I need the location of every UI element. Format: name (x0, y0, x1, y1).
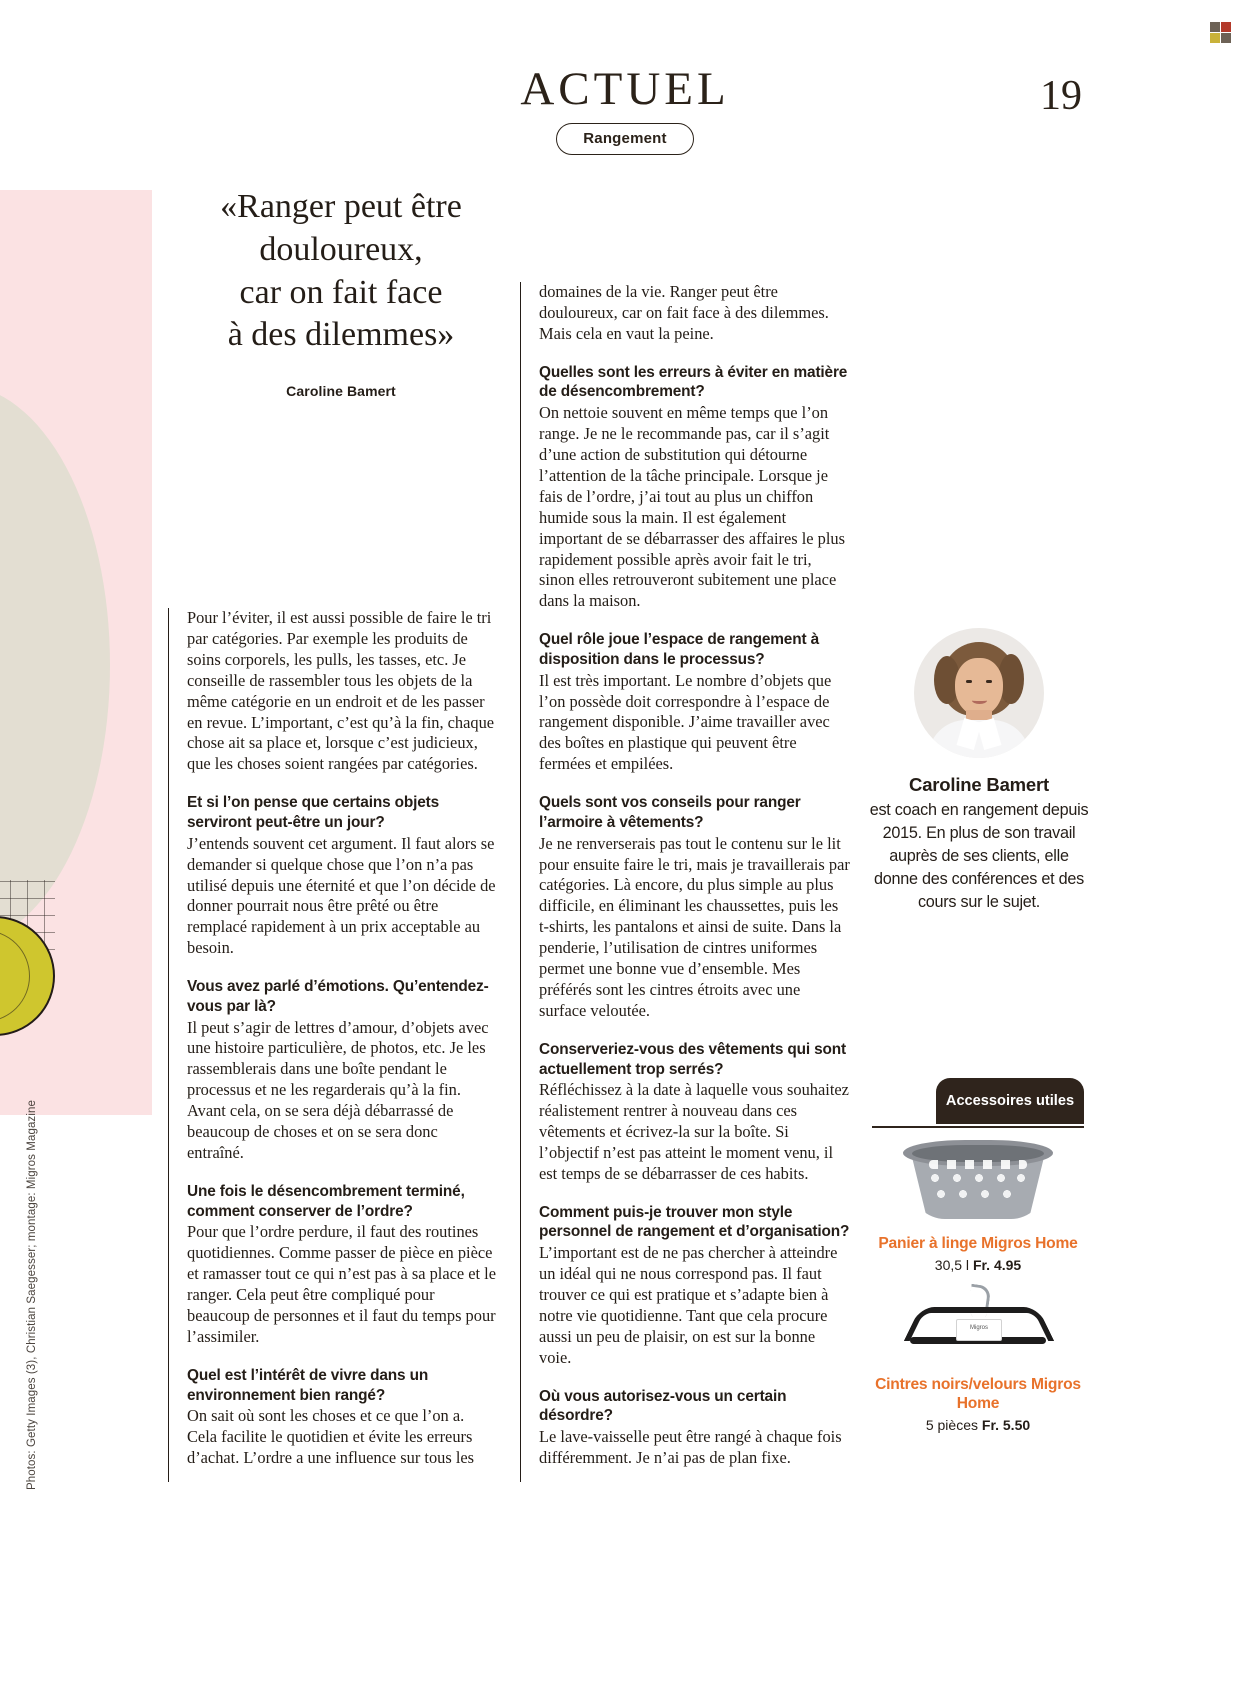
product-price: Fr. 4.95 (972, 1257, 1022, 1274)
accessories-divider (872, 1126, 1084, 1128)
accessories-tab-label: Accessoires utiles (936, 1078, 1084, 1124)
question-heading: Vous avez parlé d’émotions. Qu’entendez-vous par là? (187, 978, 489, 1015)
question-heading: Quelles sont les erreurs à éviter en matière de désencombrement? (539, 363, 848, 401)
body-paragraph: Pour que l’ordre perdure, il faut des routines quotidiennes. Comme passer de pièce en pièce et ramasser tout ce qui n’est pas à sa place et le ranger. Cela peut être compliqué pour beaucoup de personnes et il faut du temps pour l’assimiler. (187, 1222, 497, 1346)
headline-line-3: car on fait face (239, 273, 443, 311)
headline-text (168, 186, 514, 357)
author-avatar (914, 628, 1044, 758)
article-column-right (520, 282, 850, 1482)
body-paragraph: Il peut s’agir de lettres d’amour, d’objets avec une histoire particulière, de photos, etc. Je les rassemblerais dans une boîte pendant le processus et ne les regarderais qu’à la fin. Avant cela, on se sera déjà débarrassé de beaucoup de choses et on se sera donc entraîné. (187, 1017, 489, 1162)
page-title: ACTUEL (520, 63, 730, 115)
product-meta (872, 1257, 1084, 1273)
headline-line-4: à des dilemmes» (227, 316, 455, 354)
question-heading: Et si l’on pense que certains objets serviront peut-être un jour? (187, 794, 440, 831)
page-number: 19 (1040, 73, 1082, 119)
author-bio: est coach en rangement depuis 2015. En plus de son travail auprès de ses clients, elle donne des conférences et des cours sur le sujet. (869, 801, 1089, 911)
product-item-hangers[interactable] (872, 1285, 1084, 1433)
product-size: 30,5 l (934, 1257, 970, 1274)
body-paragraph: domaines de la vie. Ranger peut être douloureux, car on fait face à des dilemmes. Mais cela en vaut la peine. (539, 282, 829, 343)
body-paragraph: J’entends souvent cet argument. Il faut alors se demander si quelque chose que l’on n’a pas utilisé depuis une éternité et que l’on décide de donner pourrait nous être prêté ou être remplacé rapidement à un prix acceptable au besoin. (187, 833, 496, 958)
body-paragraph: Le lave-vaisselle peut être rangé à chaque fois différemment. Je n’ai pas de plan fixe. (539, 1427, 842, 1467)
question-heading: Quels sont vos conseils pour ranger l’armoire à vêtements? (539, 794, 801, 831)
body-paragraph: Il est très important. Le nombre d’objets que l’on possède doit correspondre à l’espace de rangement disponible. J’aime travailler avec des boîtes en plastique qui peuvent être fermées et empilées. (539, 670, 832, 774)
question-heading: Conserveriez-vous des vêtements qui sont actuellement trop serrés? (539, 1040, 847, 1078)
laundry-basket-icon (903, 1140, 1053, 1226)
body-paragraph: Réfléchissez à la date à laquelle vous souhaitez réalistement rentrer à nouveau dans ces vêtements et écrivez-la sur la boîte. Si l’objectif n’est pas atteint le moment venu, il est temps de se débarrasser de ces habits. (539, 1080, 849, 1183)
body-paragraph: Pour l’éviter, il est aussi possible de faire le tri par catégories. Par exemple les produits de soins corporels, les pulls, les tasses, etc. Je conseille de rassembler tous les objets de la même catégorie en un endroit et de les passer en revue. L’important, c’est qu’à la fin, chaque chose ait sa place et, lorsque c’est judicieux, que les choses soient rangées par catégories. (187, 608, 495, 774)
headline-line-2: douloureux, (259, 230, 423, 268)
body-paragraph: Je ne renverserais pas tout le contenu sur le lit pour ensuite faire le tri, mais je travaillerais par catégories. Là encore, du plus simple au plus difficile, en éliminant les chaussettes, puis les t-shirts, les pantalons et ainsi de suite. Dans la penderie, l’utilisation de cintres uniformes permet une bonne vue d’ensemble. Mes préférés sont les cintres étroits avec une surface veloutée. (539, 833, 850, 1020)
question-heading: Comment puis-je trouver mon style personnel de rangement et d’organisation? (539, 1203, 850, 1241)
author-card (866, 628, 1092, 914)
headline-block (168, 186, 514, 399)
headline-line-1: «Ranger peut être (220, 188, 462, 225)
product-title: Panier à linge Migros Home (878, 1235, 1078, 1252)
question-heading: Quel rôle joue l’espace de rangement à disposition dans le processus? (539, 631, 819, 668)
body-paragraph: On sait où sont les choses et ce que l’on a. Cela facilite le quotidien et évite les erreurs d’achat. L’ordre a une influence sur tous les (187, 1406, 475, 1468)
corner-color-mark-icon (1210, 22, 1232, 44)
product-item-basket[interactable] (872, 1140, 1084, 1273)
accessories-sidebar (872, 1078, 1084, 1433)
question-heading: Quel est l’intérêt de vivre dans un environnement bien rangé? (187, 1366, 429, 1404)
product-price: Fr. 5.50 (981, 1417, 1031, 1434)
product-title: Cintres noirs/velours Migros Home (875, 1376, 1081, 1413)
body-paragraph: On nettoie souvent en même temps que l’on range. Je ne le recommande pas, car il s’agit d’une action de substitution qui détourne l’attention de la tâche principale. Lorsque je fais de l’ordre, j’ai tout au plus un chiffon humide sous la main. Il est également important de se débarrasser des affaires le plus rapidement possible après avoir fait le tri, sinon elles retrouveront subitement une place dans la maison. (539, 403, 845, 611)
headline-byline: Caroline Bamert (286, 383, 396, 400)
question-heading: Une fois le désencombrement terminé, comment conserver de l’ordre? (187, 1182, 465, 1220)
product-meta (872, 1417, 1084, 1433)
product-size: 5 pièces (925, 1417, 978, 1434)
author-name: Caroline Bamert (909, 774, 1049, 795)
section-badge: Rangement (556, 123, 693, 155)
question-heading: Où vous autorisez-vous un certain désordre? (539, 1387, 787, 1425)
photo-credit: Photos: Getty Images (3), Christian Saegesser; montage: Migros Magazine (26, 1100, 38, 1490)
clothes-hanger-icon: Migros (898, 1285, 1058, 1367)
accessories-tab-row (872, 1078, 1084, 1126)
body-paragraph: L’important est de ne pas chercher à atteindre un idéal qui ne nous correspond pas. Il faut trouver ce qui est pratique et s’adapte bien à notre vie quotidienne. Tant que cela procure aussi un peu de plaisir, on est sur la bonne voie. (539, 1243, 838, 1367)
article-column-left (168, 608, 498, 1482)
